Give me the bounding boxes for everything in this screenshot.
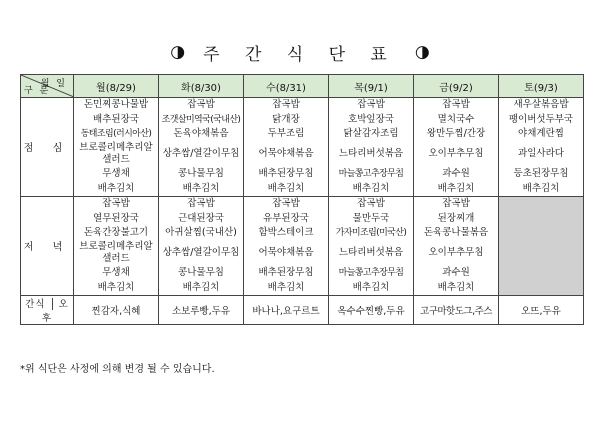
- snack-row: [21, 295, 584, 325]
- menu-item: 닭살감자조림: [343, 127, 399, 139]
- menu-item: 배추김치: [97, 281, 135, 293]
- menu-item: 닭개장: [272, 113, 300, 125]
- snack-cell: 소보루빵,두유: [159, 295, 244, 325]
- day-header: 화(8/30): [159, 75, 244, 98]
- dinner-label: 저 녁: [21, 196, 74, 295]
- menu-item: 돈민찌콩나물밥: [83, 99, 149, 111]
- menu-item: 배추김치: [182, 281, 220, 293]
- menu-item: 배추김치: [522, 182, 560, 194]
- lunch-label: 점 심: [21, 98, 74, 197]
- menu-item: 돈육야채볶음: [173, 127, 229, 139]
- snack-label-b: 오후: [41, 298, 69, 325]
- day-header: 토(9/3): [499, 75, 584, 98]
- menu-item: 과일사라다: [518, 148, 564, 160]
- menu-item: 잡곡밥: [442, 99, 470, 111]
- snack-cell: 고구마핫도그,주스: [414, 295, 499, 325]
- menu-item: 물만두국: [352, 212, 390, 224]
- page-title: [0, 40, 600, 64]
- header-row: [21, 75, 584, 98]
- menu-item: 브로콜리메추리알 샐러드: [79, 241, 153, 265]
- snack-cell: 바나나,요구르트: [244, 295, 329, 325]
- menu-item: 배추김치: [182, 182, 220, 194]
- menu-item: 야채계란찜: [518, 127, 564, 139]
- day-header: 목(9/1): [329, 75, 414, 98]
- lunch-cell: [414, 98, 499, 197]
- lunch-cell: [499, 98, 584, 197]
- menu-item: 가자미조림(미국산): [335, 227, 407, 238]
- footnote: *위 식단은 사정에 의해 변경 될 수 있습니다.: [20, 364, 215, 375]
- menu-item: 근대된장국: [178, 212, 224, 224]
- menu-item: 돈육간장불고기: [83, 226, 149, 238]
- snack-cell: 찐감자,식혜: [74, 295, 159, 325]
- menu-item: 잡곡밥: [272, 198, 300, 210]
- lunch-cell: [74, 98, 159, 197]
- menu-item: 배추김치: [97, 182, 135, 194]
- half-circle-icon: ◑: [170, 42, 186, 62]
- menu-item: 배추김치: [267, 281, 305, 293]
- menu-item: 어묵야채볶음: [258, 148, 314, 160]
- title-text: 주 간 식 단 표: [203, 44, 397, 65]
- menu-item: 조갯살미역국(국내산): [161, 114, 241, 125]
- menu-item: 잡곡밥: [442, 198, 470, 210]
- menu-item: 잡곡밥: [272, 99, 300, 111]
- dinner-cell: [414, 196, 499, 295]
- snack-cell: 옥수수찐빵,두유: [329, 295, 414, 325]
- corner-cell: [21, 75, 74, 98]
- menu-item: 오이부추무침: [428, 148, 484, 160]
- weekly-menu-table: [20, 74, 584, 325]
- menu-item: 무생채: [102, 168, 130, 180]
- menu-item: 아귀살찜(국내산): [165, 226, 237, 238]
- menu-item: 잡곡밥: [187, 99, 215, 111]
- menu-item: 마늘쫑고추장무침: [338, 268, 404, 279]
- menu-item: 유부된장국: [263, 212, 309, 224]
- menu-item: 등초된장무침: [513, 168, 569, 180]
- lunch-cell: [329, 98, 414, 197]
- menu-item: 왕만두찜/간장: [426, 127, 486, 139]
- lunch-row: [21, 98, 584, 197]
- menu-item: 열무된장국: [93, 212, 139, 224]
- menu-item: 잡곡밥: [187, 198, 215, 210]
- dinner-row: [21, 196, 584, 295]
- menu-item: 잡곡밥: [357, 198, 385, 210]
- menu-item: 상추쌈/열갈이무침: [162, 148, 240, 160]
- divider: [52, 298, 53, 310]
- menu-item: 잡곡밥: [357, 99, 385, 111]
- snack-label: [21, 295, 74, 325]
- snack-cell: 오뜨,두유: [499, 295, 584, 325]
- empty-cell: [499, 196, 584, 295]
- menu-item: 무생채: [102, 267, 130, 279]
- corner-day-label: 월 일: [40, 79, 67, 89]
- menu-item: 과수원: [442, 267, 470, 279]
- half-circle-icon: ◑: [414, 42, 430, 62]
- menu-item: 느타리버섯볶음: [338, 247, 404, 259]
- day-header: 수(8/31): [244, 75, 329, 98]
- menu-item: 느타리버섯볶음: [338, 148, 404, 160]
- dinner-cell: [159, 196, 244, 295]
- menu-item: 마늘쫑고추장무침: [338, 169, 404, 180]
- menu-item: 배추김치: [352, 281, 390, 293]
- menu-item: 호박잎장국: [348, 113, 394, 125]
- dinner-cell: [244, 196, 329, 295]
- lunch-cell: [159, 98, 244, 197]
- menu-item: 배추된장무침: [258, 168, 314, 180]
- menu-item: 두부조림: [267, 127, 305, 139]
- menu-item: 동태조림(러시아산): [80, 128, 152, 139]
- snack-label-a: 간식: [25, 298, 46, 310]
- day-header: 월(8/29): [74, 75, 159, 98]
- menu-item: 배추김치: [437, 281, 475, 293]
- menu-item: 배추된장국: [93, 113, 139, 125]
- corner-type-label: 구 분: [24, 86, 51, 96]
- menu-item: 어묵야채볶음: [258, 247, 314, 259]
- menu-item: 상추쌈/열갈이무침: [162, 247, 240, 259]
- menu-item: 멸치국수: [437, 113, 475, 125]
- menu-item: 콩나물무침: [178, 168, 224, 180]
- day-header: 금(9/2): [414, 75, 499, 98]
- menu-item: 잡곡밥: [102, 198, 130, 210]
- menu-item: 팽이버섯두부국: [508, 113, 574, 125]
- menu-item: 새우살볶음밥: [513, 99, 569, 111]
- menu-item: 돈육콩나물볶음: [423, 226, 489, 238]
- menu-item: 함박스테이크: [258, 226, 314, 238]
- dinner-cell: [329, 196, 414, 295]
- menu-item: 배추된장무침: [258, 267, 314, 279]
- menu-item: 된장찌개: [437, 212, 475, 224]
- menu-item: 배추김치: [437, 182, 475, 194]
- menu-item: 과수원: [442, 168, 470, 180]
- menu-item: 콩나물무침: [178, 267, 224, 279]
- dinner-cell: [74, 196, 159, 295]
- menu-item: 배추김치: [267, 182, 305, 194]
- menu-item: 오이부추무침: [428, 247, 484, 259]
- menu-item: 배추김치: [352, 182, 390, 194]
- lunch-cell: [244, 98, 329, 197]
- menu-item: 브로콜리메추리알 샐러드: [79, 142, 153, 166]
